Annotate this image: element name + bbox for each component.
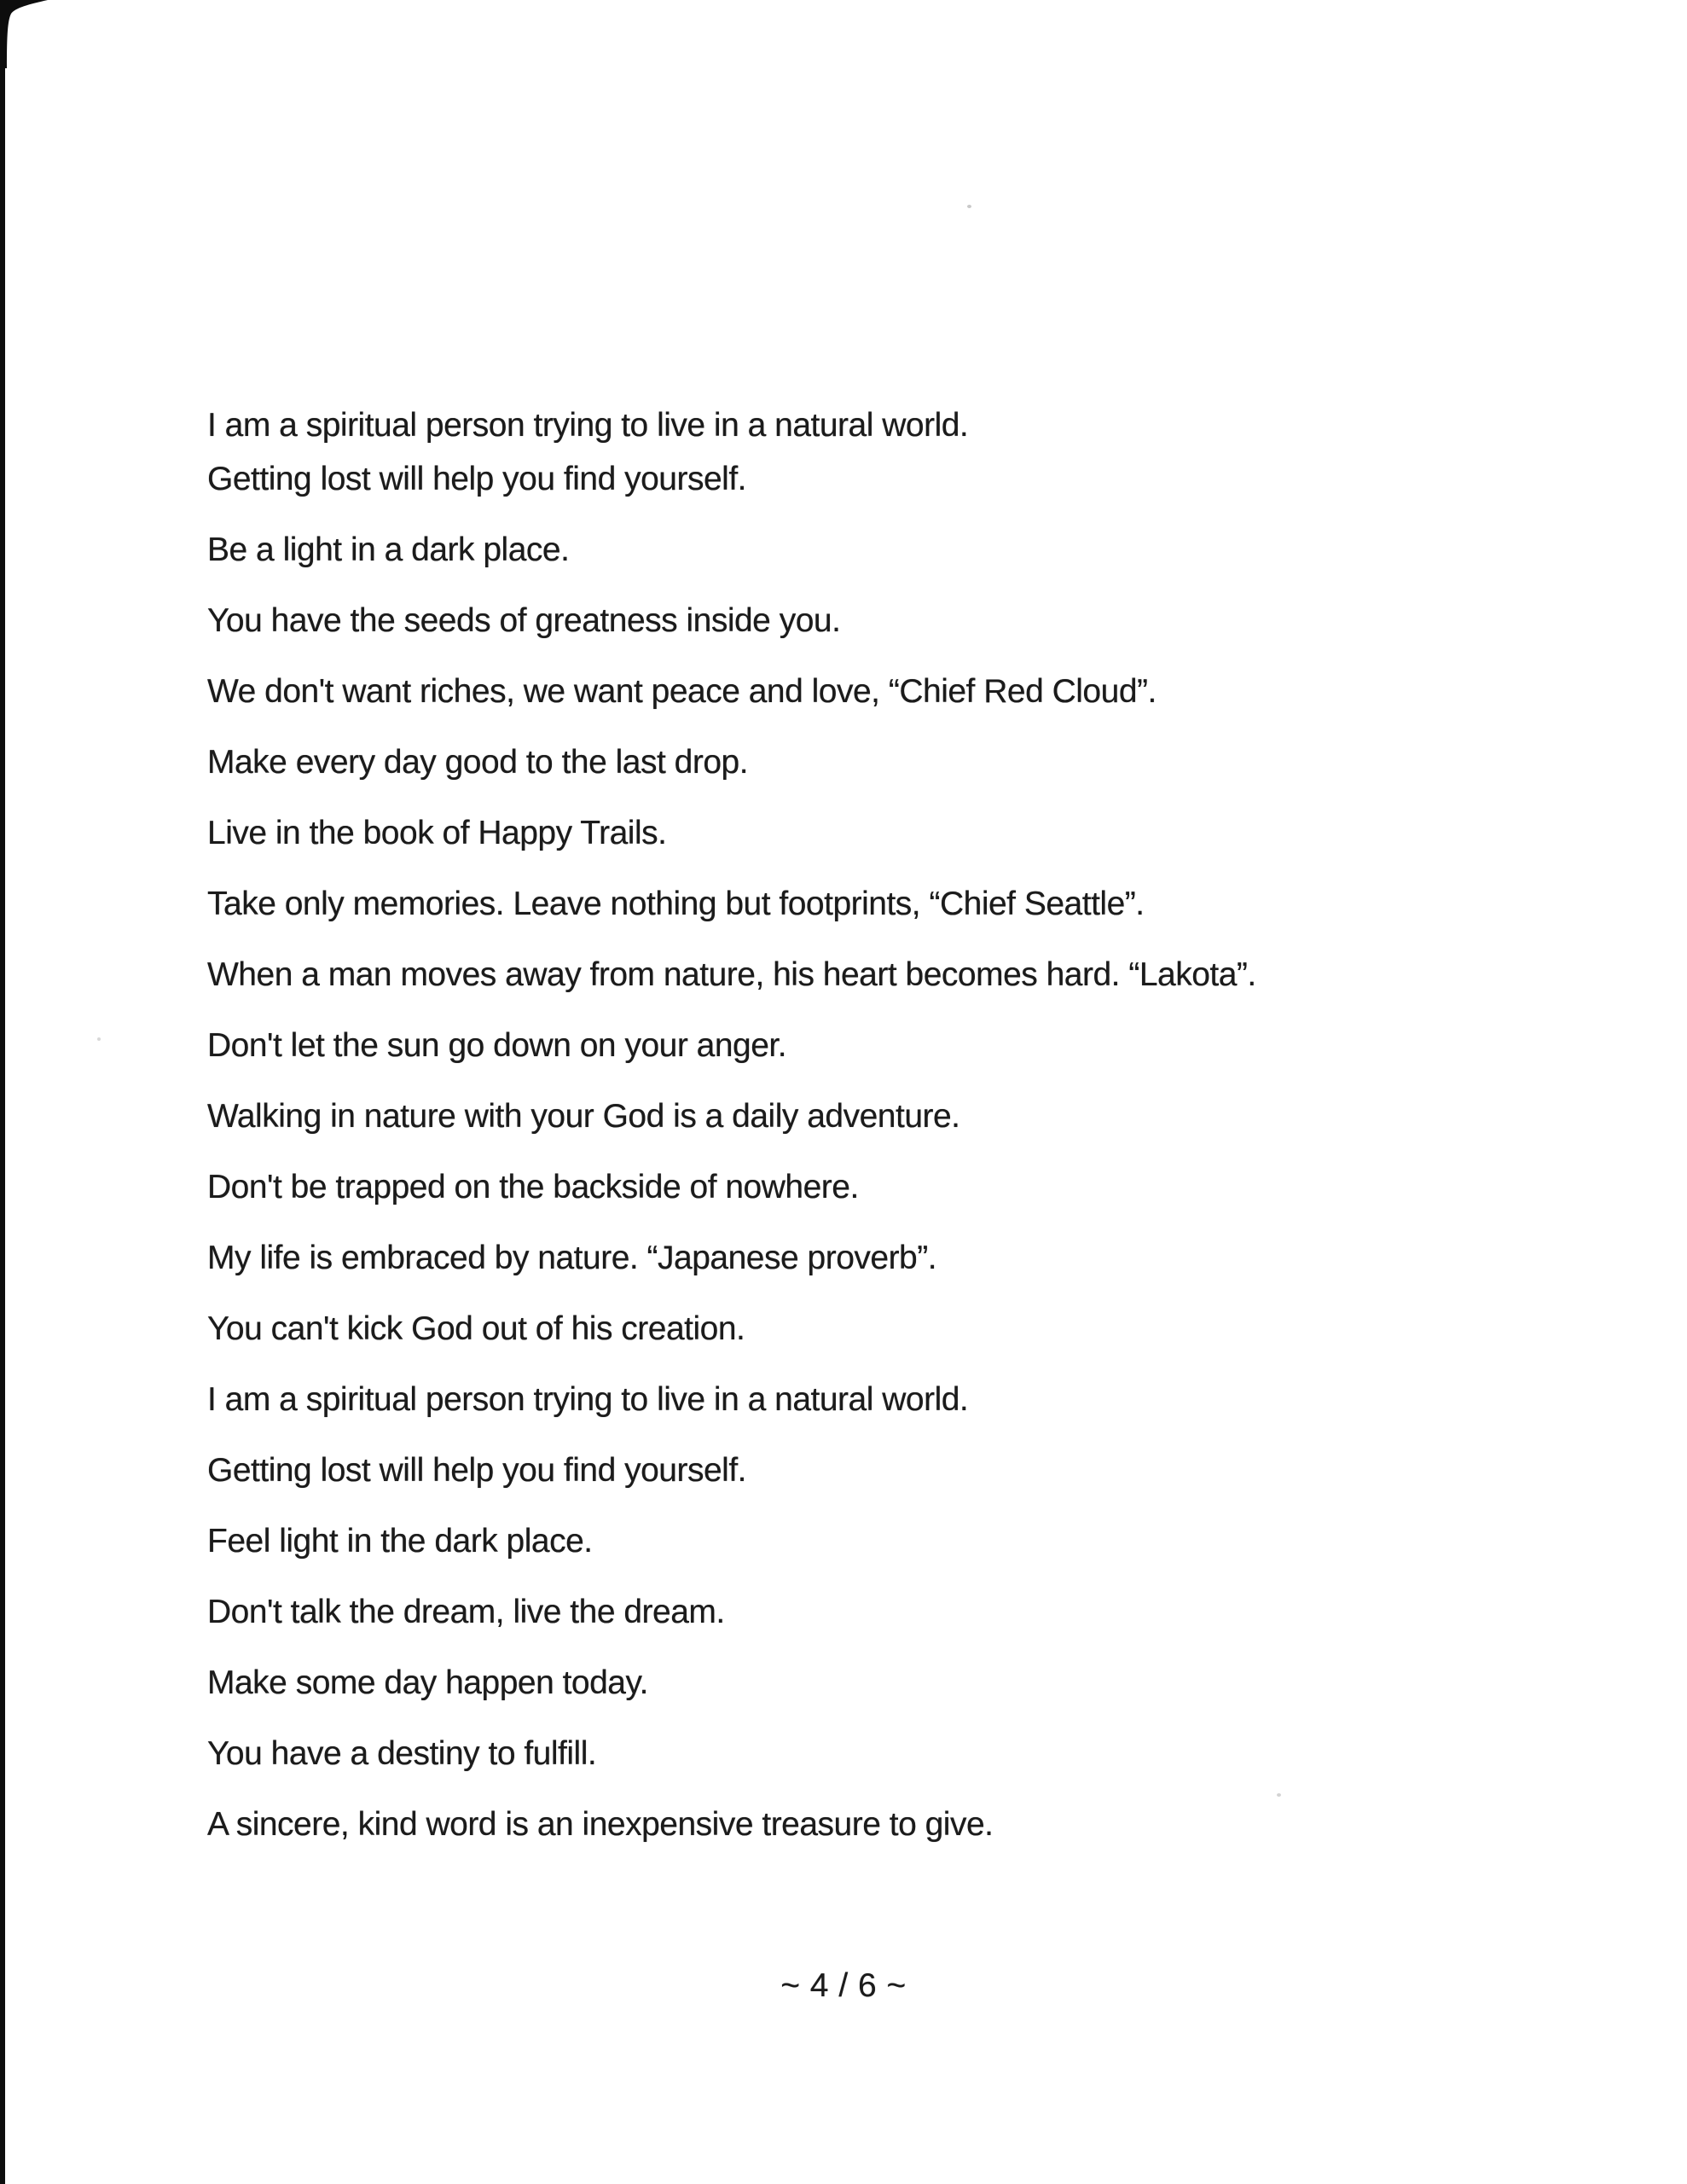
quote-line: I am a spiritual person trying to live in a natural world.: [207, 407, 969, 444]
scan-edge-strip: [0, 0, 5, 2184]
quote-line: Be a light in a dark place.: [207, 531, 570, 568]
quote-line: Don't be trapped on the backside of nowhere.: [207, 1169, 859, 1205]
quote-line: Feel light in the dark place.: [207, 1523, 593, 1560]
quote-line: A sincere, kind word is an inexpensive treasure to give.: [207, 1806, 994, 1843]
quote-line: Getting lost will help you find yourself.: [207, 1452, 746, 1489]
quote-line: Don't talk the dream, live the dream.: [207, 1594, 725, 1630]
quote-line: Getting lost will help you find yourself.: [207, 461, 746, 497]
quote-line: Take only memories. Leave nothing but footprints, “Chief Seattle”.: [207, 886, 1145, 922]
quote-line: Make every day good to the last drop.: [207, 744, 749, 781]
quote-line: I am a spiritual person trying to live in a natural world.: [207, 1381, 969, 1418]
scan-corner-wedge: [0, 0, 51, 68]
quote-line: My life is embraced by nature. “Japanese proverb”.: [207, 1240, 937, 1276]
quote-line: You have the seeds of greatness inside you.: [207, 602, 841, 639]
quote-line: When a man moves away from nature, his heart becomes hard. “Lakota”.: [207, 956, 1256, 993]
quote-line: Make some day happen today.: [207, 1664, 648, 1701]
scan-speck: [97, 1037, 101, 1041]
scan-speck: [967, 205, 971, 208]
quotes-list: [207, 409, 1572, 1879]
quote-line: Don't let the sun go down on your anger.: [207, 1027, 787, 1064]
quote-line: You have a destiny to fulfill.: [207, 1735, 597, 1772]
quote-line: You can't kick God out of his creation.: [207, 1310, 745, 1347]
page-number: ~ 4 / 6 ~: [780, 1967, 907, 2004]
quote-line: Live in the book of Happy Trails.: [207, 815, 667, 851]
quote-line: We don't want riches, we want peace and love, “Chief Red Cloud”.: [207, 673, 1157, 710]
quote-line: Walking in nature with your God is a daily adventure.: [207, 1098, 960, 1135]
